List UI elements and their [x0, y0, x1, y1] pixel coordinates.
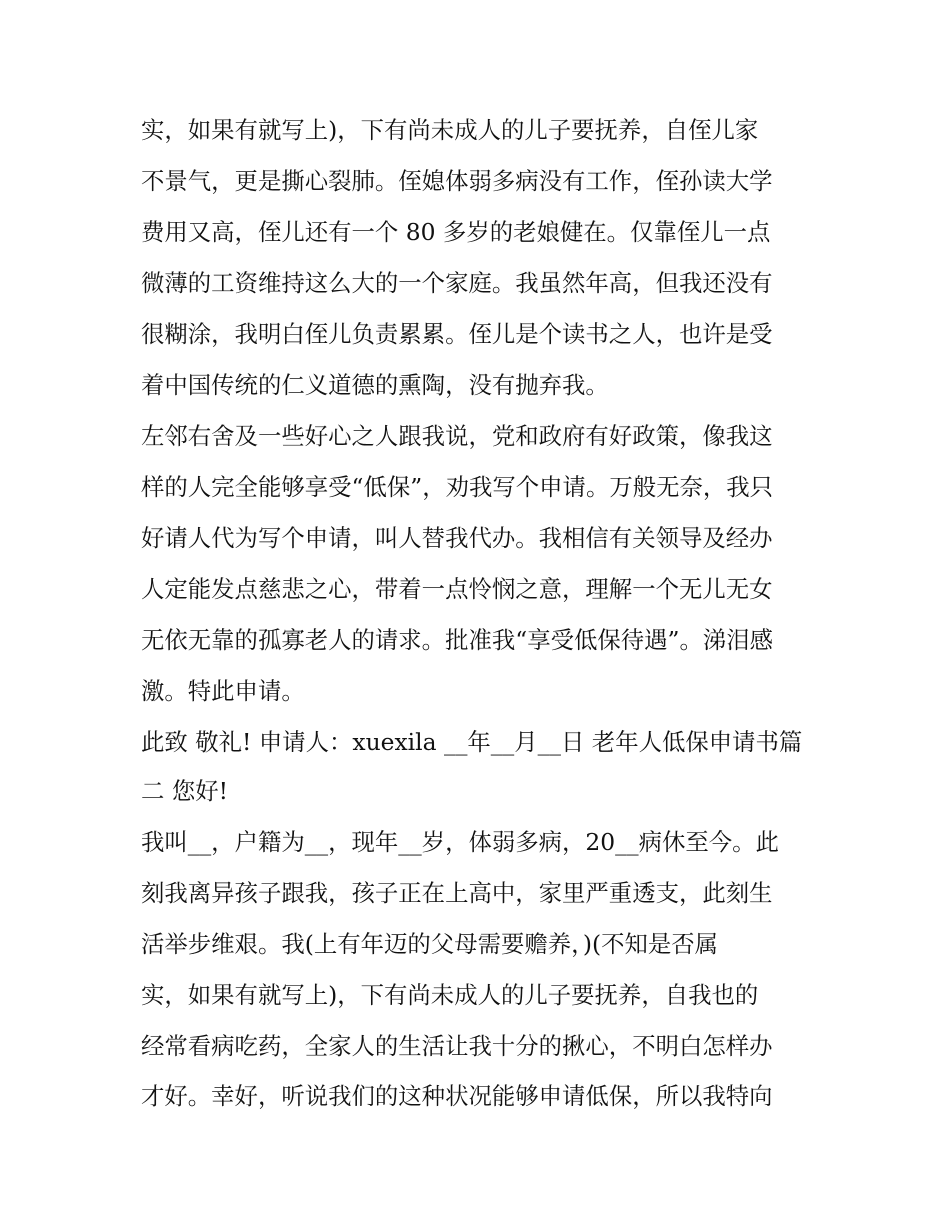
text-line: 微薄的工资维持这么大的一个家庭。我虽然年高，但我还没有 [141, 269, 773, 297]
text-line: 很糊涂，我明白侄儿负责累累。侄儿是个读书之人，也许是受 [141, 320, 773, 348]
text-line: 好请人代为写个申请，叫人替我代办。我相信有关领导及经办 [141, 524, 773, 552]
text-line: 经常看病吃药，全家人的生活让我十分的揪心，不明白怎样办 [141, 1032, 773, 1060]
text-line: 此致 敬礼! 申请人：xuexila __年__月__日 老年人低保申请书篇 [141, 728, 803, 756]
text-line: 左邻右舍及一些好心之人跟我说，党和政府有好政策，像我这 [141, 422, 773, 450]
text-line: 二 您好! [141, 777, 229, 805]
text-line: 我叫__，户籍为__，现年__岁，体弱多病，20__病休至今。此 [141, 828, 779, 856]
text-line: 不景气，更是撕心裂肺。侄媳体弱多病没有工作，侄孙读大学 [141, 167, 773, 195]
text-line: 才好。幸好，听说我们的这种状况能够申请低保，所以我特向 [141, 1082, 773, 1110]
text-line: 着中国传统的仁义道德的熏陶，没有抛弃我。 [141, 371, 609, 399]
text-line: 无依无靠的孤寡老人的请求。批准我“享受低保待遇”。涕泪感 [141, 626, 774, 654]
text-line: 实，如果有就写上)，下有尚未成人的儿子要抚养，自侄儿家 [141, 116, 759, 144]
text-line: 活举步维艰。我(上有年迈的父母需要赡养，)(不知是否属 [141, 930, 719, 958]
text-line: 激。特此申请。 [141, 677, 305, 705]
text-line: 费用又高，侄儿还有一个 80 多岁的老娘健在。仅靠侄儿一点 [141, 218, 771, 246]
text-line: 刻我离异孩子跟我，孩子正在上高中，家里严重透支，此刻生 [141, 879, 773, 907]
text-line: 样的人完全能够享受“低保”，劝我写个申请。万般无奈，我只 [141, 473, 774, 501]
text-line: 人定能发点慈悲之心，带着一点怜悯之意，理解一个无儿无女 [141, 575, 773, 603]
text-line: 实，如果有就写上)，下有尚未成人的儿子要抚养，自我也的 [141, 981, 759, 1009]
